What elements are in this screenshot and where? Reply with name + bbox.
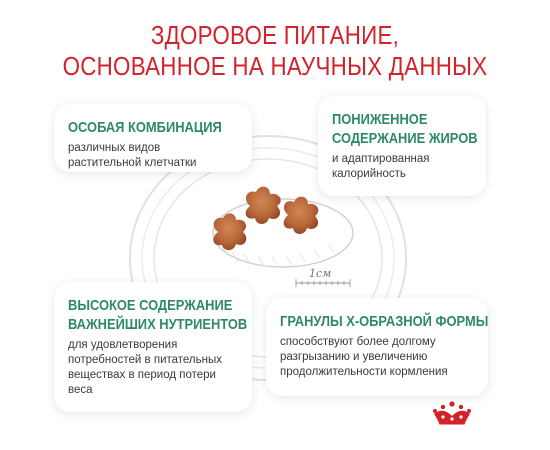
card-title [280,312,489,331]
card-text-line: для удовлетворения [68,339,178,351]
card-text [280,335,474,380]
kibble-2 [246,187,281,224]
card-text-line: продолжительности кормления [280,366,448,378]
card-text [68,141,238,171]
high-nutrients-card [54,282,252,412]
card-title-line: ВЫСОКОЕ СОДЕРЖАНИЕ [68,297,233,314]
card-title-line: СОДЕРЖАНИЕ ЖИРОВ [332,130,478,147]
card-text [332,152,472,182]
card-title [68,296,248,334]
card-text-line: веса [68,384,93,396]
title-line-1: ЗДОРОВОЕ ПИТАНИЕ, [150,20,400,50]
card-text-line: различных видов [68,142,161,154]
card-text [68,338,238,398]
card-text-line: способствуют более долгому [280,336,436,348]
card-text-line: и адаптированная [332,153,430,165]
card-title [332,110,478,148]
fiber-combination-card [54,104,252,172]
reduced-fat-card [318,96,486,196]
card-text-line: калорийность [332,168,406,180]
scale-ruler [296,279,350,287]
card-text-line: разгрызанию и увеличению [280,351,428,363]
scale-label: 1см [309,267,332,280]
x-shaped-kibble-card [266,298,488,396]
card-title-line: ГРАНУЛЫ X-ОБРАЗНОЙ ФОРМЫ [280,313,489,330]
card-title-line: ПОНИЖЕННОЕ [332,111,428,128]
card-text-line: веществах в период потери [68,369,216,381]
card-text-line: потребностей в питательных [68,354,222,366]
crown-icon [430,400,474,426]
card-title [68,118,222,137]
title-line-2: ОСНОВАННОЕ НА НАУЧНЫХ ДАННЫХ [62,51,488,81]
card-title-line: ВАЖНЕЙШИХ НУТРИЕНТОВ [68,316,248,333]
card-title-line: ОСОБАЯ КОМБИНАЦИЯ [68,119,222,136]
card-text-line: растительной клетчатки [68,157,197,169]
